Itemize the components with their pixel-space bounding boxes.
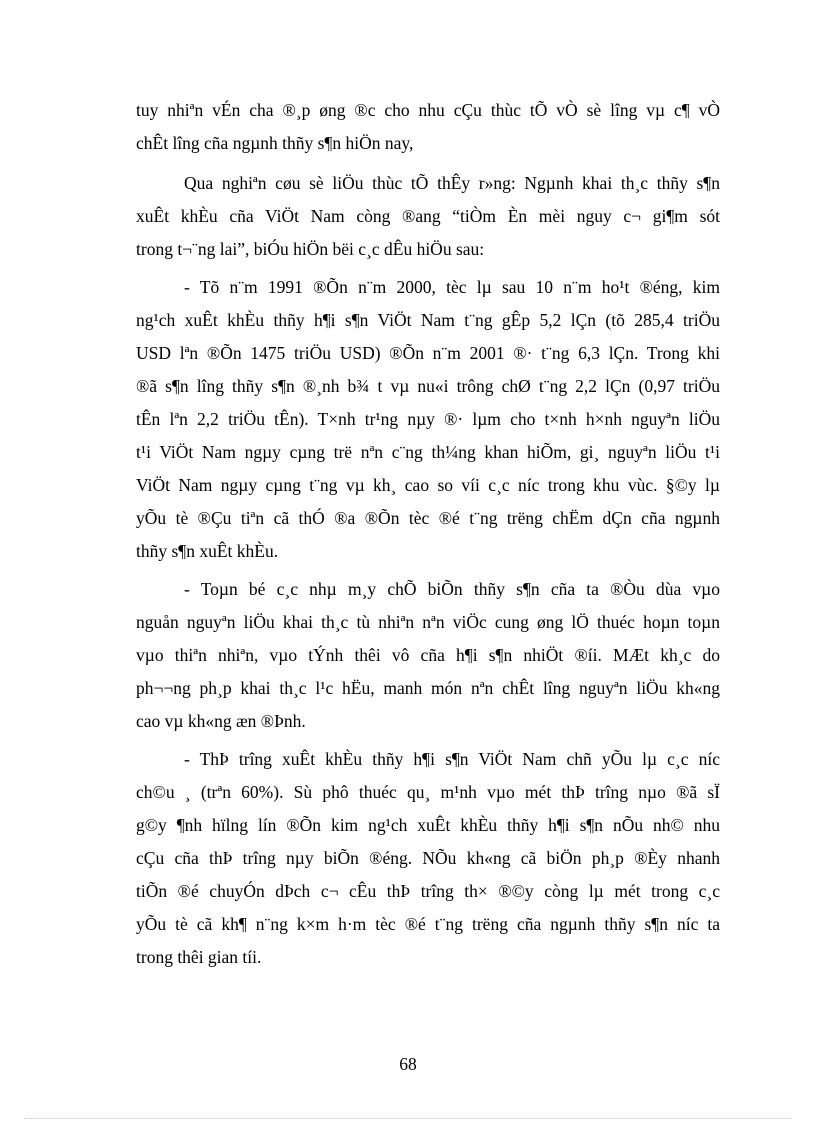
text-line: trong thêi gian tíi. (136, 947, 262, 967)
text-line: tuy nhiªn vÉn cha ®¸p øng ®c cho nhu cÇu thùc tÕ vÒ sè lîng vµ c¶ vÒ (136, 100, 720, 120)
text-line: ng¹ch xuÊt khÈu thñy h¶i s¶n ViÖt Nam t¨ng gÊp 5,2 lÇn (tõ 285,4 triÖu (136, 310, 720, 330)
text-line: cÇu cña thÞ trîng nµy biÕn ®éng. NÕu kh«ng cã biÖn ph¸p ®Èy nhanh (136, 848, 720, 868)
text-line: chÊt lîng cña ngµnh thñy s¶n hiÖn nay, (136, 133, 414, 153)
text-line: thñy s¶n xuÊt khÈu. (136, 541, 279, 561)
text-line: tiÕn ®é chuyÓn dÞch c¬ cÊu thÞ trîng th× ®©y còng lµ mét trong c¸c (136, 881, 720, 901)
page-number: 68 (399, 1054, 417, 1074)
text-line: ch©u ¸ (trªn 60%). Sù phô thuéc qu¸ m¹nh vµo mét thÞ trîng nµo ®ã sÏ (136, 782, 720, 802)
text-line: - Tõ n¨m 1991 ®Õn n¨m 2000, tèc lµ sau 10 n¨m ho¹t ®éng, kim (184, 277, 720, 297)
text-line: t¹i ViÖt Nam ngµy cµng trë nªn c¨ng th¼ng khan hiÕm, gi¸ nguyªn liÖu t¹i (136, 442, 720, 462)
text-line: ViÖt Nam ngµy cµng t¨ng vµ kh¸ cao so víi c¸c níc trong khu vùc. §©y lµ (136, 475, 720, 495)
text-line: ph¬¬ng ph¸p khai th¸c l¹c hËu, manh món nªn chÊt lîng nguyªn liÖu kh«ng (136, 678, 720, 698)
text-line: cao vµ kh«ng æn ®Þnh. (136, 711, 306, 731)
footer-divider (24, 1118, 792, 1119)
text-line: vµo thiªn nhiªn, vµo tÝnh thêi vô cña h¶i s¶n nhiÖt ®íi. MÆt kh¸c do (136, 645, 720, 665)
text-line: - Toµn bé c¸c nhµ m¸y chÕ biÕn thñy s¶n cña ta ®Òu dùa vµo (184, 579, 720, 599)
text-line: USD lªn ®Õn 1475 triÖu USD) ®Õn n¨m 2001 ®· t¨ng 6,3 lÇn. Trong khi (136, 343, 720, 363)
text-line: nguån nguyªn liÖu khai th¸c tù nhiªn nªn viÖc cung øng lÖ thuéc hoµn toµn (136, 612, 720, 632)
text-line: ®ã s¶n lîng thñy s¶n ®¸nh b¾ t vµ nu«i trông chØ t¨ng 2,2 lÇn (0,97 triÖu (136, 376, 720, 396)
text-line: - ThÞ trîng xuÊt khÈu thñy h¶i s¶n ViÖt Nam chñ yÕu lµ c¸c níc (184, 749, 720, 769)
text-line: yÕu tè ®Çu tiªn cã thÓ ®a ®Õn tèc ®é t¨ng trëng chËm dÇn cña ngµnh (136, 508, 720, 528)
text-line: xuÊt khÈu cña ViÖt Nam còng ®ang “tiÒm Èn mèi nguy c¬ gi¶m sót (136, 206, 720, 226)
text-line: g©y ¶nh hïlng lín ®Õn kim ng¹ch xuÊt khÈu thñy h¶i s¶n nÕu nh© nhu (136, 815, 720, 835)
text-line: yÕu tè cã kh¶ n¨ng k×m h·m tèc ®é t¨ng trëng cña ngµnh thñy s¶n níc ta (136, 914, 720, 934)
text-line: trong t¬¨ng lai”, biÓu hiÖn bëi c¸c dÊu hiÖu sau: (136, 239, 485, 259)
text-line: Qua nghiªn cøu sè liÖu thùc tÕ thÊy r»ng: Ngµnh khai th¸c thñy s¶n (184, 173, 720, 193)
text-line: tÊn lªn 2,2 triÖu tÊn). T×nh tr¹ng nµy ®· lµm cho t×nh h×nh nguyªn liÖu (136, 409, 720, 429)
